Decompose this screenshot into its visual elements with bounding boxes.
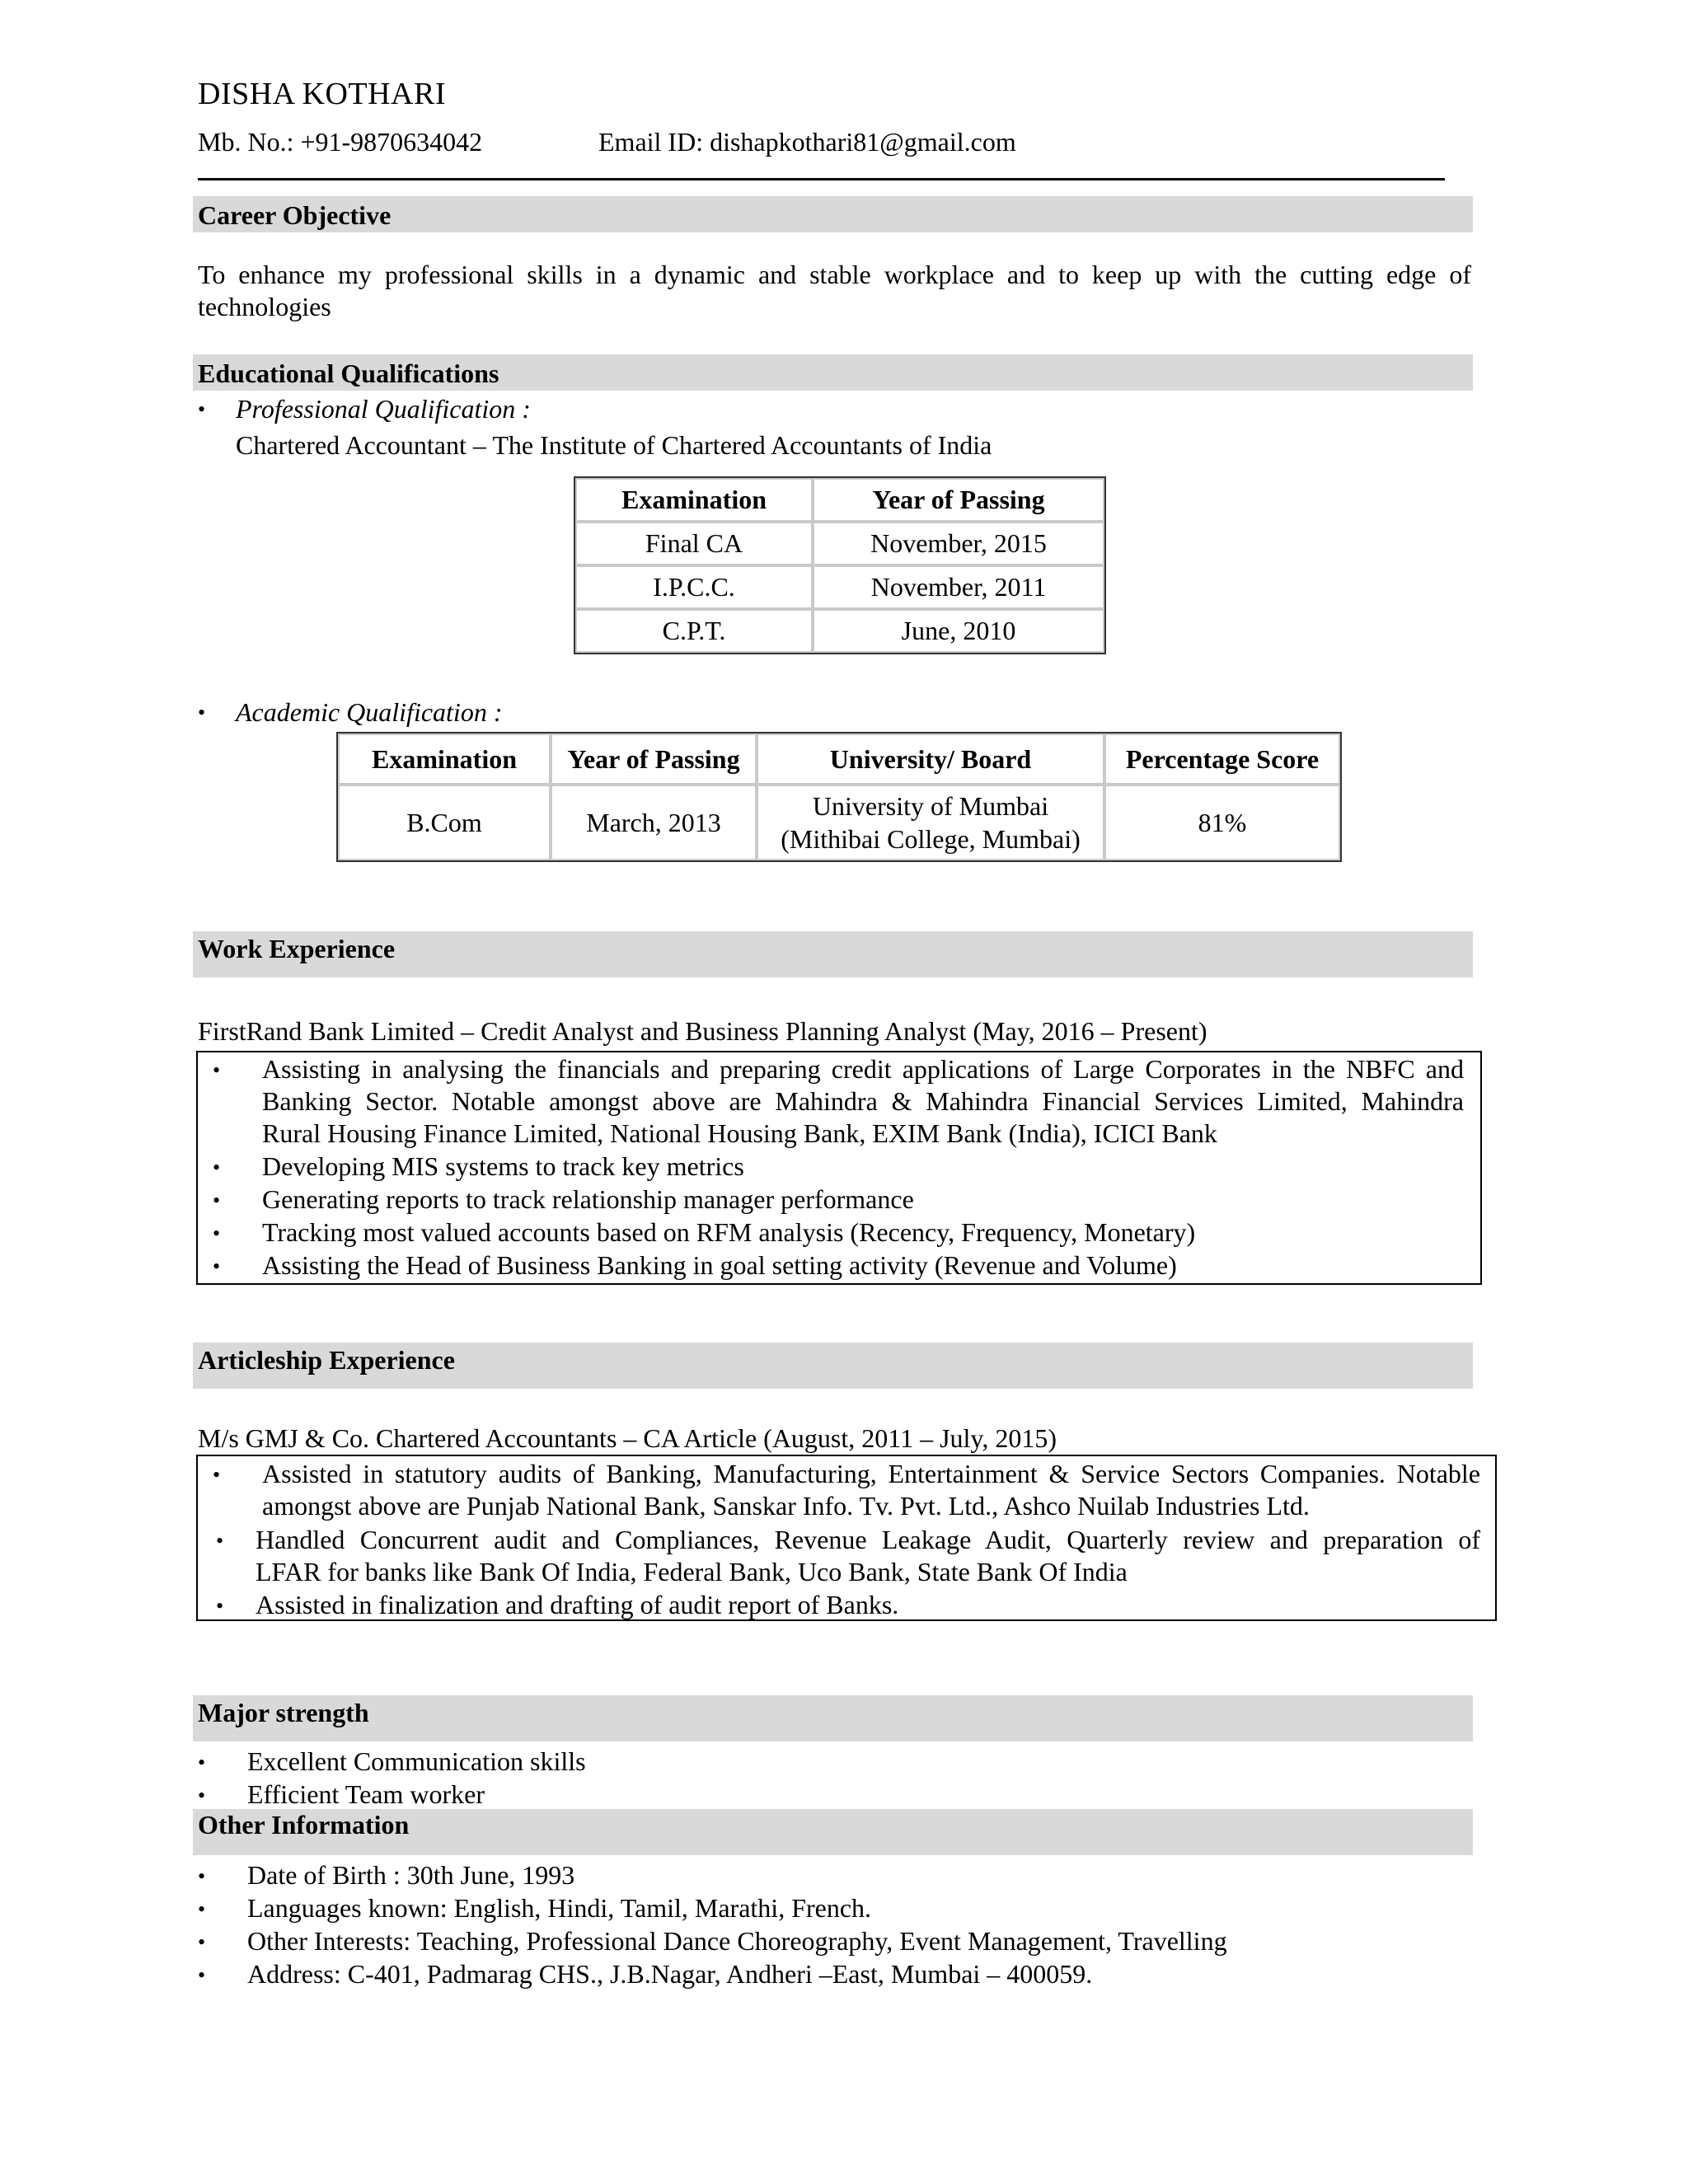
- table-header: Examination: [338, 733, 551, 785]
- table-header: Year of Passing: [551, 733, 757, 785]
- table-cell: November, 2015: [813, 522, 1104, 565]
- work-bullet-line: Generating reports to track relationship manager performance: [262, 1184, 914, 1214]
- table-header: Examination: [575, 478, 813, 522]
- table-row: [575, 522, 1104, 565]
- work-bullet-line: Tracking most valued accounts based on RFM analysis (Recency, Frequency, Monetary): [262, 1217, 1196, 1247]
- table-row: [575, 609, 1104, 653]
- table-cell: [757, 785, 1104, 860]
- work-title: FirstRand Bank Limited – Credit Analyst and Business Planning Analyst (May, 2016 – Present): [198, 1016, 1207, 1046]
- table-cell: 81%: [1104, 785, 1340, 860]
- articleship-bullet-line: Assisted in statutory audits of Banking, Manufacturing, Entertainment & Service Sectors Companies. Notable: [262, 1459, 1480, 1488]
- university-line: University of Mumbai: [812, 791, 1049, 821]
- table-cell: B.Com: [338, 785, 551, 860]
- header-divider: [198, 178, 1445, 180]
- table-row: [575, 565, 1104, 609]
- work-bullet-line: Developing MIS systems to track key metrics: [262, 1151, 744, 1181]
- work-bullet-line: Banking Sector. Notable amongst above are Mahindra & Mahindra Financial Services Limited, Mahindra: [262, 1086, 1464, 1116]
- other-item: Date of Birth : 30th June, 1993: [247, 1860, 575, 1890]
- academic-qualification-label: Academic Qualification :: [236, 697, 503, 727]
- table-cell: I.P.C.C.: [575, 565, 813, 609]
- work-heading-band: [193, 931, 1473, 977]
- bullet-icon: •: [216, 1594, 224, 1618]
- articleship-heading-band: [193, 1343, 1473, 1389]
- bullet-icon: •: [213, 1058, 221, 1082]
- bullet-icon: •: [213, 1188, 221, 1212]
- table-cell: November, 2011: [813, 565, 1104, 609]
- professional-exam-table: [574, 476, 1106, 654]
- bullet-icon: •: [213, 1254, 221, 1278]
- articleship-bullet-line: LFAR for banks like Bank Of India, Federal Bank, Uco Bank, State Bank Of India: [256, 1557, 1128, 1586]
- articleship-bullet-line: Handled Concurrent audit and Compliances, Revenue Leakage Audit, Quarterly review and preparation of: [256, 1525, 1480, 1554]
- articleship-title: M/s GMJ & Co. Chartered Accountants – CA Article (August, 2011 – July, 2015): [198, 1423, 1057, 1453]
- other-heading: Other Information: [198, 1810, 410, 1840]
- career-objective-heading: Career Objective: [198, 200, 392, 230]
- work-bullet-line: Assisting the Head of Business Banking in goal setting activity (Revenue and Volume): [262, 1250, 1177, 1280]
- table-cell: June, 2010: [813, 609, 1104, 653]
- bullet-icon: •: [198, 1750, 206, 1774]
- table-header: Percentage Score: [1104, 733, 1340, 785]
- education-heading-band: [193, 354, 1473, 391]
- bullet-icon: •: [198, 1897, 206, 1921]
- table-cell: C.P.T.: [575, 609, 813, 653]
- strength-heading-band: [193, 1695, 1473, 1741]
- career-objective-heading-band: [193, 196, 1473, 232]
- articleship-heading: Articleship Experience: [198, 1345, 455, 1375]
- bullet-icon: •: [198, 1963, 206, 1987]
- candidate-name: DISHA KOTHARI: [198, 77, 446, 111]
- professional-qualification-text: Chartered Accountant – The Institute of Chartered Accountants of India: [236, 430, 992, 460]
- work-heading: Work Experience: [198, 934, 396, 963]
- strength-item: Efficient Team worker: [247, 1779, 485, 1809]
- bullet-icon: •: [213, 1221, 221, 1245]
- table-cell: March, 2013: [551, 785, 757, 860]
- strength-item: Excellent Communication skills: [247, 1746, 586, 1776]
- table-header: Year of Passing: [813, 478, 1104, 522]
- table-row: [338, 785, 1340, 860]
- strength-heading: Major strength: [198, 1698, 369, 1727]
- university-line: (Mithibai College, Mumbai): [781, 824, 1081, 854]
- bullet-icon: •: [198, 397, 206, 421]
- articleship-bullet-line: amongst above are Punjab National Bank, Sanskar Info. Tv. Pvt. Ltd., Ashco Nuilab Industries Ltd.: [262, 1491, 1310, 1521]
- table-header: University/ Board: [757, 733, 1104, 785]
- academic-table: [336, 732, 1342, 862]
- education-heading: Educational Qualifications: [198, 359, 499, 388]
- articleship-bullet-line: Assisted in finalization and drafting of audit report of Banks.: [256, 1590, 899, 1619]
- table-cell: Final CA: [575, 522, 813, 565]
- email-address: Email ID: dishapkothari81@gmail.com: [598, 127, 1016, 157]
- bullet-icon: •: [213, 1155, 221, 1179]
- other-item: Other Interests: Teaching, Professional Dance Choreography, Event Management, Travelling: [247, 1926, 1227, 1956]
- bullet-icon: •: [198, 1783, 206, 1807]
- mobile-number: Mb. No.: +91-9870634042: [198, 127, 483, 157]
- professional-qualification-label: Professional Qualification :: [236, 394, 531, 424]
- other-heading-band: [193, 1809, 1473, 1855]
- work-bullet-line: Rural Housing Finance Limited, National Housing Bank, EXIM Bank (India), ICICI Bank: [262, 1118, 1217, 1148]
- other-item: Languages known: English, Hindi, Tamil, Marathi, French.: [247, 1893, 872, 1923]
- bullet-icon: •: [198, 1930, 206, 1954]
- work-bullet-line: Assisting in analysing the financials and preparing credit applications of Large Corporates in the NBFC and: [262, 1054, 1464, 1084]
- bullet-icon: •: [198, 1864, 206, 1888]
- career-objective-text: To enhance my professional skills in a dynamic and stable workplace and to keep up with the cutting edge of technologies: [198, 260, 1471, 321]
- bullet-icon: •: [198, 701, 206, 724]
- bullet-icon: •: [213, 1463, 221, 1487]
- other-item: Address: C-401, Padmarag CHS., J.B.Nagar, Andheri –East, Mumbai – 400059.: [247, 1959, 1093, 1989]
- bullet-icon: •: [216, 1529, 224, 1553]
